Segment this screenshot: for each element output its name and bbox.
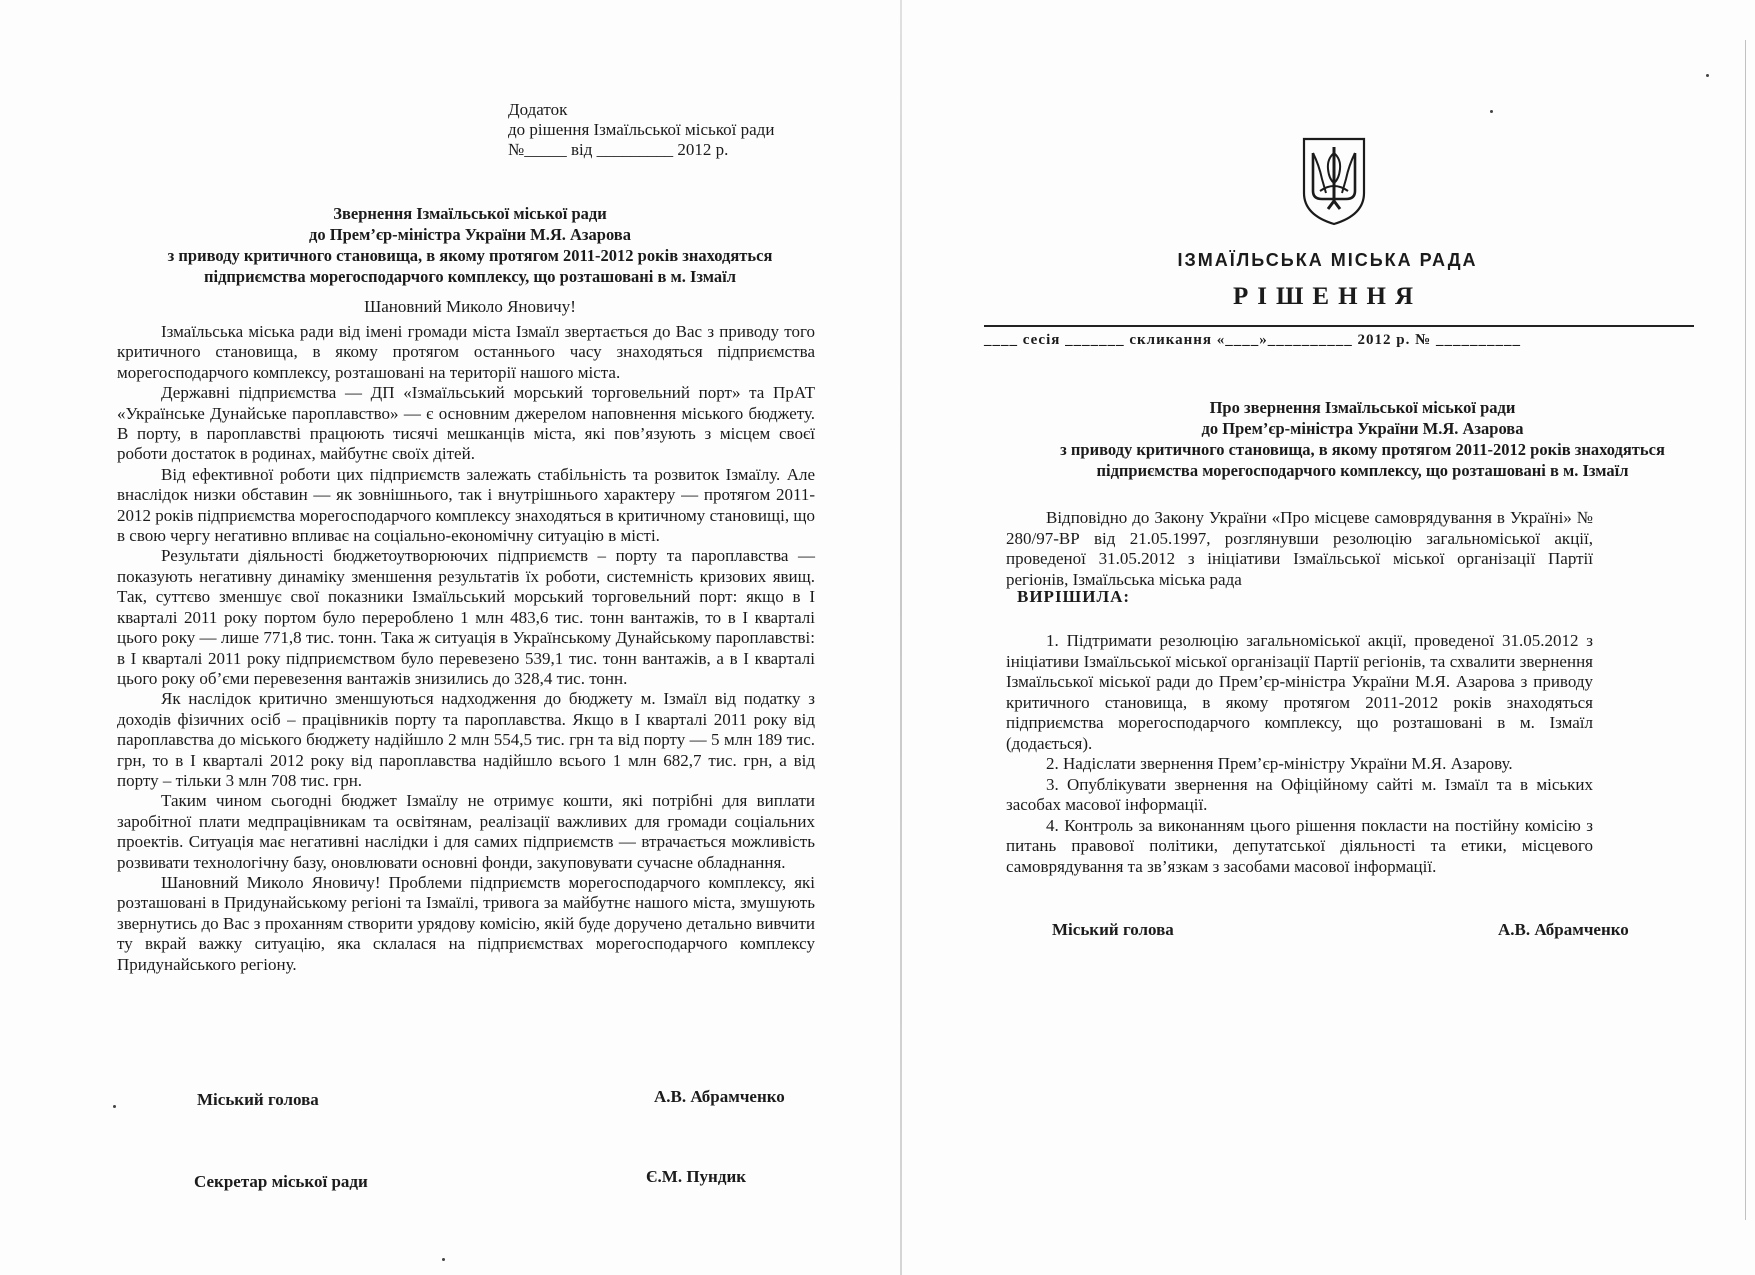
decision-title-line: Про звернення Ізмаїльської міської ради xyxy=(1209,398,1516,417)
decision-mayor-name: А.В. Абрамченко xyxy=(1498,920,1629,939)
appeal-body xyxy=(117,322,815,975)
appeal-title-line: Звернення Ізмаїльської міської ради xyxy=(333,204,607,223)
body-paragraph: Результати діяльності бюджетоутворюючих підприємств – порту та пароплавства — показують негативну динаміку зменшення результатів їх роботи, системність кризових явищ. Так, суттєво зменшує свої показники Ізмаїльський морський торговельний порт: якщо в І кварталі 2011 року портом було перероблено 1 млн 483,6 тис. тонн вантажів, то в І кварталі цього року — лише 771,8 тис. тонн. Така ж ситуація в Українському Дунайському пароплавстві: в І кварталі 2011 року підприємством було перевезено 539,1 тис. тонн вантажів, а в І кварталі цього року об’єми перевезення вантажів знизились до 328,4 тис. тонн. xyxy=(117,546,815,688)
secretary-name: Є.М. Пундик xyxy=(646,1167,747,1186)
trident-emblem-icon xyxy=(1300,135,1368,227)
scan-speck xyxy=(442,1258,445,1261)
decision-item: 2. Надіслати звернення Прем’єр-міністру України М.Я. Азарову. xyxy=(1046,754,1513,773)
body-paragraph: Таким чином сьогодні бюджет Ізмаїлу не отримує кошти, які потрібні для виплати заробітної плати медпрацівникам та освітянам, реалізації важливих для громади соціальних проектів. Ситуація має негативні наслідки і для самих підприємств — втрачається можливість розвивати технологічну базу, оновлювати основні фонди, закуповувати сучасне обладнання. xyxy=(117,791,815,872)
scan-speck xyxy=(1706,74,1709,77)
body-paragraph: Як наслідок критично зменшуються надходження до бюджету м. Ізмаїл від податку з доходів фізичних осіб – працівників порту та пароплавства. Якщо в І кварталі 2011 року від пароплавства до міського бюджету надійшло 2 млн 554,5 тис. грн та від порту — 5 млн 189 тис. грн, то в І кварталі 2012 року від пароплавства надійшло всього 1 млн 682,7 тис. грн, а від порту – тільки 3 млн 708 тис. грн. xyxy=(117,689,815,790)
resolved-heading: ВИРІШИЛА: xyxy=(1017,587,1131,606)
header-rule xyxy=(984,325,1694,327)
mayor-name: А.В. Абрамченко xyxy=(654,1087,785,1106)
decision-item: 3. Опублікувати звернення на Офіційному сайті м. Ізмаїл та в міських засобах масової інформації. xyxy=(1006,774,1593,814)
decision-title-line: до Прем’єр-міністра України М.Я. Азарова xyxy=(1201,419,1524,438)
body-paragraph: Від ефективної роботи цих підприємств залежать стабільність та розвиток Ізмаїлу. Але внаслідок низки обставин — як зовнішнього, так і внутрішнього характеру — протягом 2011-2012 років підприємства морегосподарчого комплексу знаходяться в критичному становищі, що в свою чергу негативно впливає на соціально-економічну ситуацію в місті. xyxy=(117,464,815,546)
council-name: ІЗМАЇЛЬСЬКА МІСЬКА РАДА xyxy=(1177,250,1478,270)
preamble-text: Відповідно до Закону України «Про місцеве самоврядування в Україні» № 280/97-ВР від 21.05.1997, розглянувши резолюцію загальноміської акції, проведеної 31.05.2012 з ініціативи Ізмаїльської міської організації Партії регіонів, Ізмаїльська міська рада xyxy=(1006,508,1593,589)
decision-page xyxy=(900,0,1755,1275)
preamble xyxy=(1006,508,1593,590)
body-paragraph: Ізмаїльська міська ради від імені громади міста Ізмаїл звертається до Вас з приводу того критичного становища, в якому протягом останнього часу знаходяться підприємства морегосподарчого комплексу, розташовані на території нашого міста. xyxy=(117,322,815,382)
decision-heading: РІШЕННЯ xyxy=(1232,283,1423,310)
decision-items xyxy=(1006,631,1593,877)
appeal-title-line: підприємства морегосподарчого комплексу, що розташовані в м. Ізмаїл xyxy=(203,267,737,286)
decision-item: 4. Контроль за виконанням цього рішення покласти на постійну комісію з питань правової політики, депутатської діяльності та етики, місцевого самоврядування та зв’язкам з засобами масової інформації. xyxy=(1006,815,1593,876)
appendix-line-3: №_____ від _________ 2012 р. xyxy=(508,140,729,159)
decision-title-line: підприємства морегосподарчого комплексу, що розташовані в м. Ізмаїл xyxy=(1096,461,1629,480)
greeting: Шановний Миколо Яновичу! xyxy=(364,297,576,316)
body-paragraph: Шановний Миколо Яновичу! Проблеми підприємств морегосподарчого комплексу, які розташовані в Придунайському регіоні та Ізмаїлі, тривога за майбутнє нашого міста, змушують звернутись до Вас з проханням створити урядову комісію, якій буде доручено детально вивчити ту вкрай важку ситуацію, яка склалася на підприємствах морегосподарчого комплексу Придунайського регіону. xyxy=(117,872,815,974)
appeal-title-line: до Прем’єр-міністра України М.Я. Азарова xyxy=(309,225,631,244)
mayor-label: Міський голова xyxy=(197,1090,319,1109)
body-paragraph: Державні підприємства — ДП «Ізмаїльський морський торговельний порт» та ПрАТ «Українське Дунайське пароплавство» — є основним джерелом наповнення міського бюджету. В порту, в пароплавстві працюють тисячі мешканців міста, які пов’язують з місцем своєї роботи достаток в родинах, майбутнє своїх дітей. xyxy=(117,383,815,464)
scan-speck xyxy=(1490,110,1493,113)
decision-mayor-label: Міський голова xyxy=(1052,920,1174,939)
appendix-line-2: до рішення Ізмаїльської міської ради xyxy=(508,120,775,139)
appeal-title xyxy=(0,203,900,287)
decision-title-line: з приводу критичного становища, в якому протягом 2011-2012 років знаходяться xyxy=(1060,440,1665,459)
secretary-label: Секретар міської ради xyxy=(194,1172,368,1191)
scan-speck xyxy=(113,1105,116,1108)
decision-item: 1. Підтримати резолюцію загальноміської акції, проведеної 31.05.2012 з ініціативи Ізмаїльської міської організації Партії регіонів, та схвалити звернення Ізмаїльської міської ради до Прем’єр-міністра України М.Я. Азарова з приводу критичного становища, в якому протягом 2011-2012 років знаходяться підприємства морегосподарчого комплексу, що розташовані в м. Ізмаїл (додається). xyxy=(1006,631,1593,753)
appeal-title-line: з приводу критичного становища, в якому протягом 2011-2012 років знаходяться xyxy=(167,246,773,265)
decision-title xyxy=(900,397,1755,481)
appendix-header xyxy=(508,100,774,160)
appendix-line-1: Додаток xyxy=(508,100,568,119)
session-line: ____ сесія _______ скликання «____»__________ 2012 р. № __________ xyxy=(984,332,1521,348)
